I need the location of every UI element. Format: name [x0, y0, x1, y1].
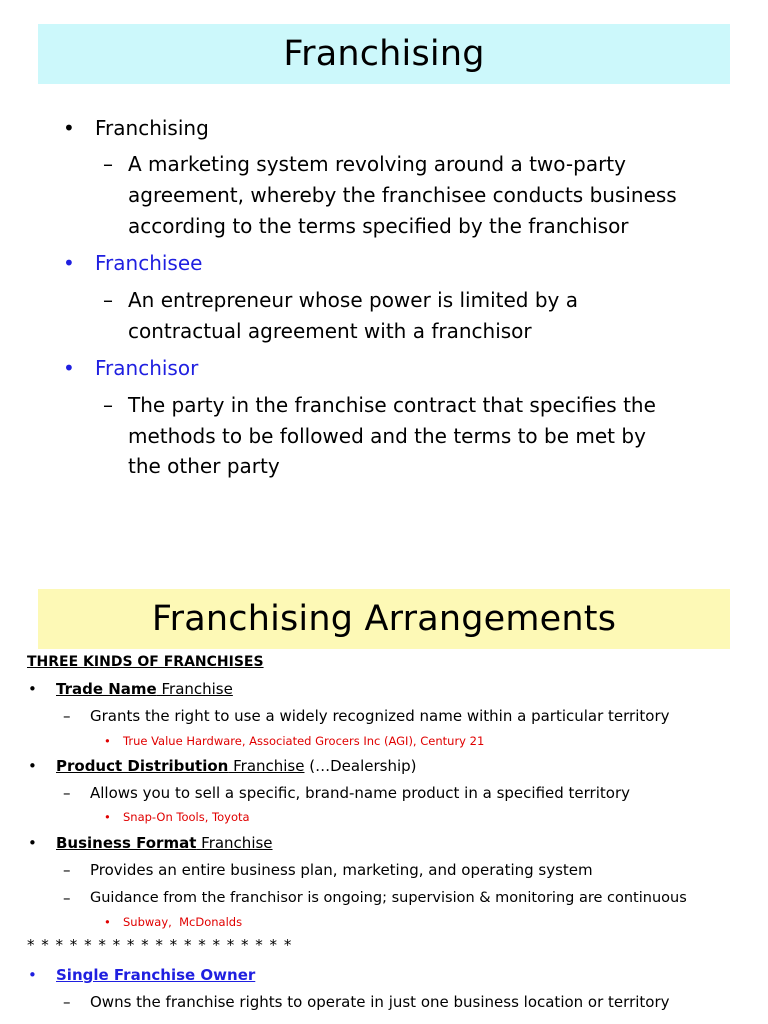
bullet-icon: •	[28, 680, 37, 698]
slide1-item-sub-line: A marketing system revolving around a two-party	[128, 152, 626, 176]
kind-name-bold: Product Distribution	[56, 757, 229, 775]
kind-name-bold: Business Format	[56, 834, 197, 852]
kind-point: Grants the right to use a widely recognized name within a particular territory	[90, 707, 670, 725]
kind-suffix: (…Dealership)	[304, 757, 417, 775]
slide2-title	[38, 589, 730, 649]
slide1-item-sub-line: contractual agreement with a franchisor	[128, 319, 532, 343]
slide1-item-label: Franchisee	[95, 251, 203, 275]
kind-name-rest: Franchise	[228, 757, 305, 775]
dash-icon: –	[63, 707, 71, 725]
kind-examples: Subway, McDonalds	[123, 915, 243, 929]
kind-name-bold: Trade Name	[56, 680, 157, 698]
kind-title	[56, 832, 273, 854]
bullet-icon: •	[63, 251, 75, 275]
asterisk-separator: * * * * * * * * * * * * * * * * * * *	[27, 936, 293, 954]
kind-name-rest: Franchise	[196, 834, 273, 852]
kind-title	[56, 755, 417, 777]
kind-point: Allows you to sell a specific, brand-name product in a specified territory	[90, 784, 630, 802]
bullet-icon: •	[104, 734, 111, 748]
dash-icon: –	[63, 993, 71, 1011]
dash-icon: –	[103, 152, 113, 176]
kind-title	[56, 678, 233, 700]
kind-point: Provides an entire business plan, marketing, and operating system	[90, 861, 593, 879]
bullet-icon: •	[28, 966, 37, 984]
owner-point: Owns the franchise rights to operate in just one business location or territory	[90, 993, 670, 1011]
kinds-heading: THREE KINDS OF FRANCHISES	[27, 654, 264, 670]
slide2-title-text: Franchising Arrangements	[151, 599, 617, 639]
bullet-icon: •	[63, 356, 75, 380]
slide1-item-sub-line: methods to be followed and the terms to be met by	[128, 424, 646, 448]
slide1-title-text: Franchising	[283, 34, 485, 74]
slide1-title	[38, 24, 730, 84]
kind-name-rest: Franchise	[156, 680, 233, 698]
slide1-item-sub-line: The party in the franchise contract that specifies the	[128, 393, 656, 417]
slide1-item-label: Franchising	[95, 116, 209, 140]
kind-point: Guidance from the franchisor is ongoing; supervision & monitoring are continuous	[90, 890, 687, 906]
dash-icon: –	[103, 288, 113, 312]
slide1-item-sub-line: agreement, whereby the franchisee conducts business	[128, 183, 677, 207]
bullet-icon: •	[104, 915, 111, 929]
bullet-icon: •	[28, 834, 37, 852]
slide1-item-sub-line: according to the terms specified by the franchisor	[128, 214, 629, 238]
dash-icon: –	[63, 861, 71, 879]
bullet-icon: •	[63, 116, 75, 140]
kind-examples: Snap-On Tools, Toyota	[123, 810, 250, 824]
slide1-item-sub-line: the other party	[128, 454, 280, 478]
slide1-item-sub-line: An entrepreneur whose power is limited by a	[128, 288, 578, 312]
bullet-icon: •	[28, 757, 37, 775]
dash-icon: –	[63, 784, 71, 802]
single-owner-link[interactable]: Single Franchise Owner	[56, 966, 256, 984]
slide1-item-label: Franchisor	[95, 356, 199, 380]
dash-icon: –	[103, 393, 113, 417]
bullet-icon: •	[104, 810, 111, 824]
kind-examples: True Value Hardware, Associated Grocers Inc (AGI), Century 21	[123, 734, 485, 748]
dash-icon: –	[63, 889, 71, 907]
